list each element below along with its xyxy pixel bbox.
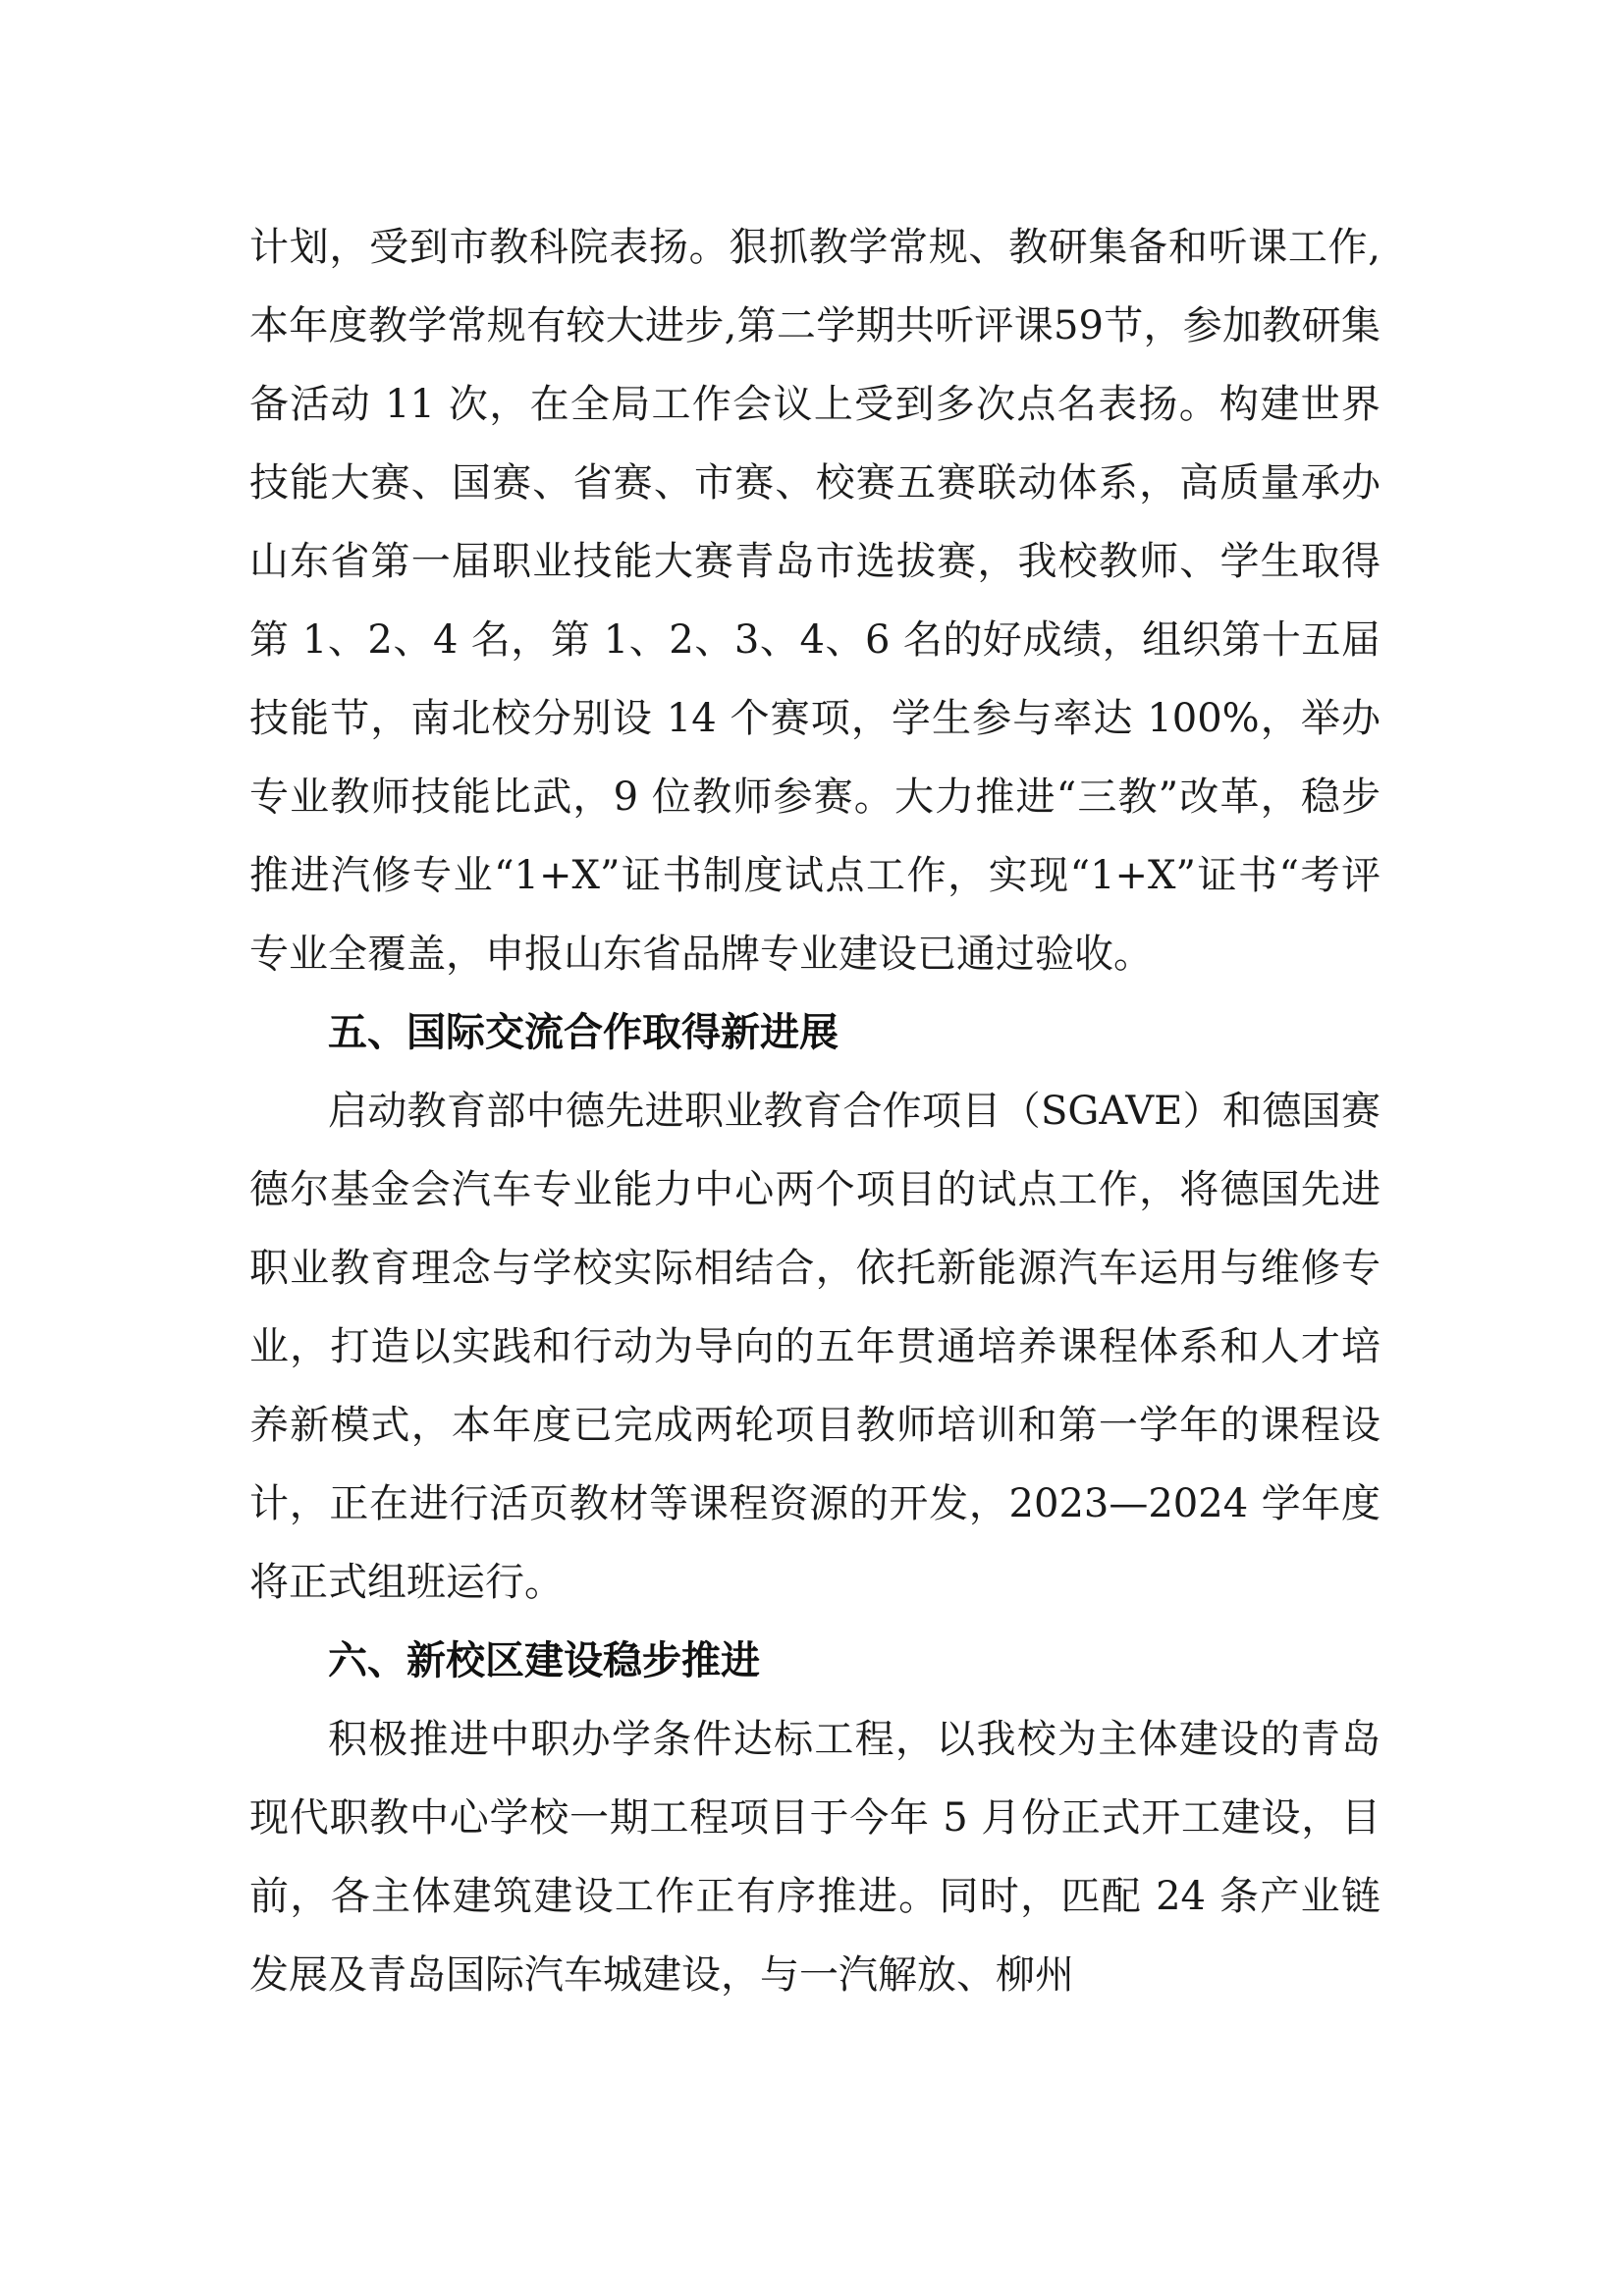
section-6-heading: 六、新校区建设稳步推进 [328, 1638, 760, 1683]
section-5-heading: 五、国际交流合作取得新进展 [328, 1010, 839, 1055]
section-5-paragraph: 启动教育部中德先进职业教育合作项目（SGAVE）和德国赛德尔基金会汽车专业能力中心两个项目的试点工作，将德国先进职业教育理念与学校实际相结合，依托新能源汽车运用与维修专业，打造以实践和行动为导向的五年贯通培养课程体系和人才培养新模式，本年度已完成两轮项目教师培训和第一学年的课程设计，正在进行活页教材等课程资源的开发，2023—2024 学年度将正式组班运行。 [249, 1089, 1380, 1605]
document-body [249, 208, 1380, 2014]
paragraph-continued: 计划，受到市教科院表扬。狠抓教学常规、教研集备和听课工作,本年度教学常规有较大进步,第二学期共听评课59节，参加教研集备活动 11 次，在全局工作会议上受到多次点名表扬。构建世界技能大赛、国赛、省赛、市赛、校赛五赛联动体系，高质量承办山东省第一届职业技能大赛青岛市选拔赛，我校教师、学生取得第 1、2、4 名，第 1、2、3、4、6 名的好成绩，组织第十五届技能节，南北校分别设 14 个赛项，学生参与率达 100%，举办专业教师技能比武，9 位教师参赛。大力推进“三教”改革，稳步推进汽修专业“1+X”证书制度试点工作，实现“1+X”证书“考评专业全覆盖，申报山东省品牌专业建设已通过验收。 [249, 225, 1380, 977]
section-6-paragraph: 积极推进中职办学条件达标工程，以我校为主体建设的青岛现代职教中心学校一期工程项目于今年 5 月份正式开工建设，目前，各主体建筑建设工作正有序推进。同时，匹配 24 条产业链发展及青岛国际汽车城建设，与一汽解放、柳州 [249, 1717, 1380, 1998]
